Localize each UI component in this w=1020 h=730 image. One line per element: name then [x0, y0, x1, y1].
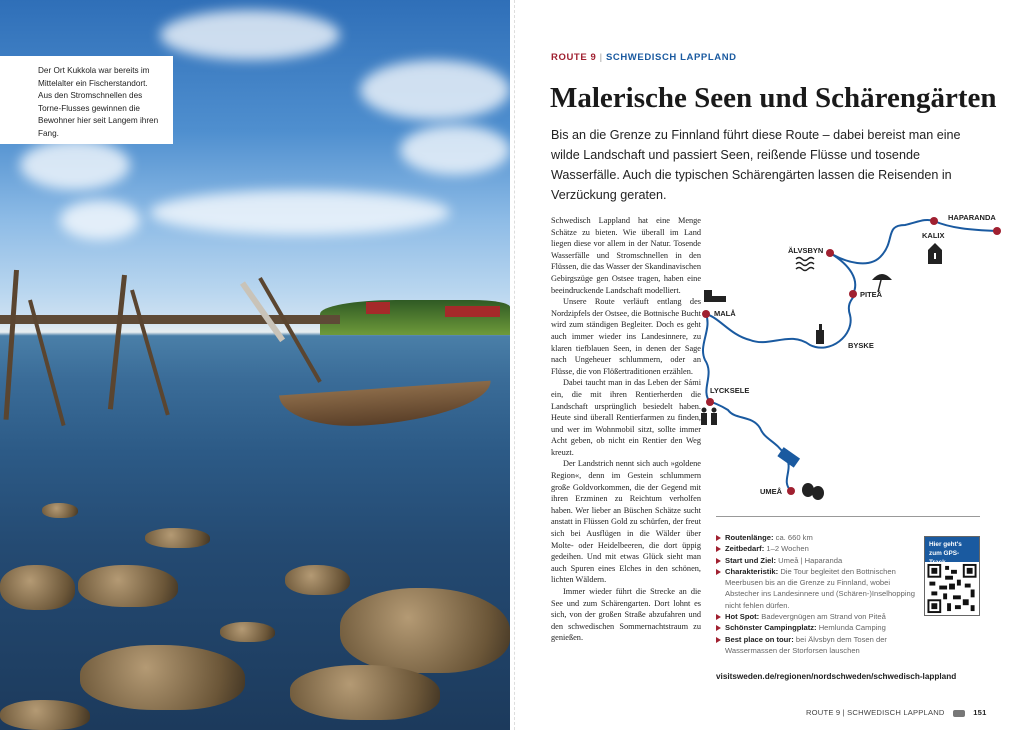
- gps-qr-code[interactable]: [924, 536, 980, 616]
- label-lycksele: LYCKSELE: [710, 386, 750, 395]
- umea-dot: [787, 487, 795, 495]
- theater-masks-icon: [802, 483, 824, 500]
- page-footer: [806, 708, 987, 717]
- fact-text: Hemlunda Camping: [818, 623, 886, 633]
- qr-code-icon: [925, 562, 979, 615]
- end-dot: [993, 227, 1001, 235]
- label-umea: UMEÅ: [760, 487, 783, 496]
- fact-text: Umeå | Haparanda: [778, 555, 843, 565]
- alvsbyn-dot: [826, 249, 834, 257]
- fact-item: [716, 532, 916, 543]
- fact-item: [716, 622, 916, 633]
- fact-label: Charakteristik:: [725, 566, 779, 576]
- divider: [716, 516, 980, 517]
- label-byske: BYSKE: [848, 341, 874, 350]
- page-title: Malerische Seen und Schärengärten: [550, 82, 997, 114]
- lycksele-dot: [706, 398, 714, 406]
- fact-item: [716, 634, 916, 657]
- fact-text: Die Tour begleitet den Bottnischen Meerbusen bis an die Grenze zu Finnland, wobei Abstecher ins Landesinnere und (Schären-)Inselhopping nicht fehlen dürfen.: [725, 566, 915, 610]
- fact-text: 1–2 Wochen: [766, 544, 809, 554]
- label-haparanda: HAPARANDA: [948, 213, 996, 222]
- body-text: [551, 215, 701, 644]
- separator: |: [599, 52, 603, 63]
- route-facts: [716, 532, 916, 656]
- waterfall-icon: [796, 258, 814, 271]
- route-map: [700, 205, 1010, 505]
- bottle-icon: [816, 324, 824, 344]
- boot-icon: [704, 290, 726, 302]
- paragraph: Schwedisch Lappland hat eine Menge Schätze zu bieten. Wie überall im Land liegen diese vor allem in der Natur. Tosende Wasserfälle und Stromschnellen in den Flüssen, die das Wasser der Skandinavischen Gebirgszüge gen Ostsee tragen, haben eine beeindruckende Landschaft modelliert.: [551, 216, 701, 295]
- fact-label: Routenlänge:: [725, 533, 774, 542]
- lead-paragraph: Bis an die Grenze zu Finnland führt diese Route – dabei bereist man eine wilde Landschaft und passiert Seen, reißende Flüsse und tosende Wasserfälle. Auch die typischen Schärengärten lassen die Reisenden in Verzückung geraten.: [551, 128, 961, 202]
- pitea-dot: [849, 290, 857, 298]
- fact-item: [716, 611, 916, 622]
- footer-region: SCHWEDISCH LAPPLAND: [847, 708, 945, 717]
- paragraph: Immer wieder führt die Strecke an die See und zum Schärengarten. Dort lohnt es sich, von der großen Straße abzufahren und den schwedischen Sommernachtstraum zu genießen.: [551, 587, 701, 643]
- page-number: 151: [973, 708, 987, 717]
- fact-label: Best place on tour:: [725, 634, 794, 644]
- separator: |: [842, 708, 845, 717]
- photo-caption: Der Ort Kukkola war bereits im Mittelalter ein Fischerstandort. Aus den Stromschnellen des Torne-Flusses gewinnen die Bewohner hier seit Langem ihren Fang.: [0, 56, 173, 144]
- paragraph: Der Landstrich nennt sich auch »goldene Region«, denn im Gestein schlummern große Goldvorkommen, die der Gegend mit ihren Erzminen zu Reichtum verholfen haben. Wer lieber an Büschen Schätze sucht anstatt in Flüssen Gold zu schürfen, der freut sich bei Ausflügen in die Wälder über Molte- oder Heidelbeeren, die dort üppig gedeihen. Und mit etwas Glück sieht man auch Spuren eines Elches in den schönen, lichten Wäldern.: [551, 459, 701, 585]
- family-icon: [701, 408, 717, 426]
- fact-text: ca. 660 km: [775, 533, 813, 542]
- mala-dot: [702, 310, 710, 318]
- route-kicker: [551, 52, 737, 63]
- page-fold: [514, 0, 515, 730]
- camper-van-icon: [953, 710, 965, 717]
- fact-item: [716, 543, 916, 554]
- haparanda-dot: [930, 217, 938, 225]
- paragraph: Dabei taucht man in das Leben der Sámi ein, die mit ihren Rentierherden die Landschaft ursprünglich besiedelt haben. Heute sind überall Rentierfarmen zu finden, und wer im Wohnmobil sitzt, sollte immer Acht geben, ob nicht ein Rentier den Weg kreuzt.: [551, 378, 701, 457]
- paragraph: Unsere Route verläuft entlang des Nordzipfels der Ostsee, die Bottnische Bucht wird zum ständigen Begleiter. Doch es geht auch immer wieder ins Landesinnere, zu klaren tiefblauen Seen, in denen der Sage nach Ungeheuer schlummern, oder an Flüsse, die von Flößertraditionen erzählen.: [551, 297, 701, 376]
- region-name: SCHWEDISCH LAPPLAND: [605, 52, 737, 63]
- website-link[interactable]: visitsweden.de/regionen/nordschweden/schwedisch-lappland: [716, 672, 957, 681]
- fact-text: Badevergnügen am Strand von Piteå: [761, 612, 886, 622]
- label-pitea: PITEÅ: [860, 290, 883, 299]
- label-kalix: KALIX: [922, 231, 945, 240]
- route-line: [703, 220, 997, 491]
- label-alvsbyn: ÄLVSBYN: [788, 246, 824, 255]
- church-icon: [928, 243, 942, 264]
- fact-label: Hot Spot:: [725, 612, 760, 622]
- fact-item: [716, 555, 916, 566]
- city-markers: [702, 217, 1001, 495]
- fact-label: Zeitbedarf:: [725, 544, 765, 554]
- fact-label: Start und Ziel:: [725, 555, 777, 565]
- fact-label: Schönster Campingplatz:: [725, 623, 817, 633]
- qr-label: Hier geht's zum GPS-: [925, 537, 979, 562]
- label-mala: MALÅ: [714, 309, 736, 318]
- fact-item: [716, 566, 916, 611]
- footer-route: ROUTE 9: [806, 708, 841, 717]
- route-number: ROUTE 9: [551, 52, 597, 63]
- fact-text: bei Älvsbyn dem Tosen der Wassermassen der Storforsen lauschen: [725, 634, 887, 655]
